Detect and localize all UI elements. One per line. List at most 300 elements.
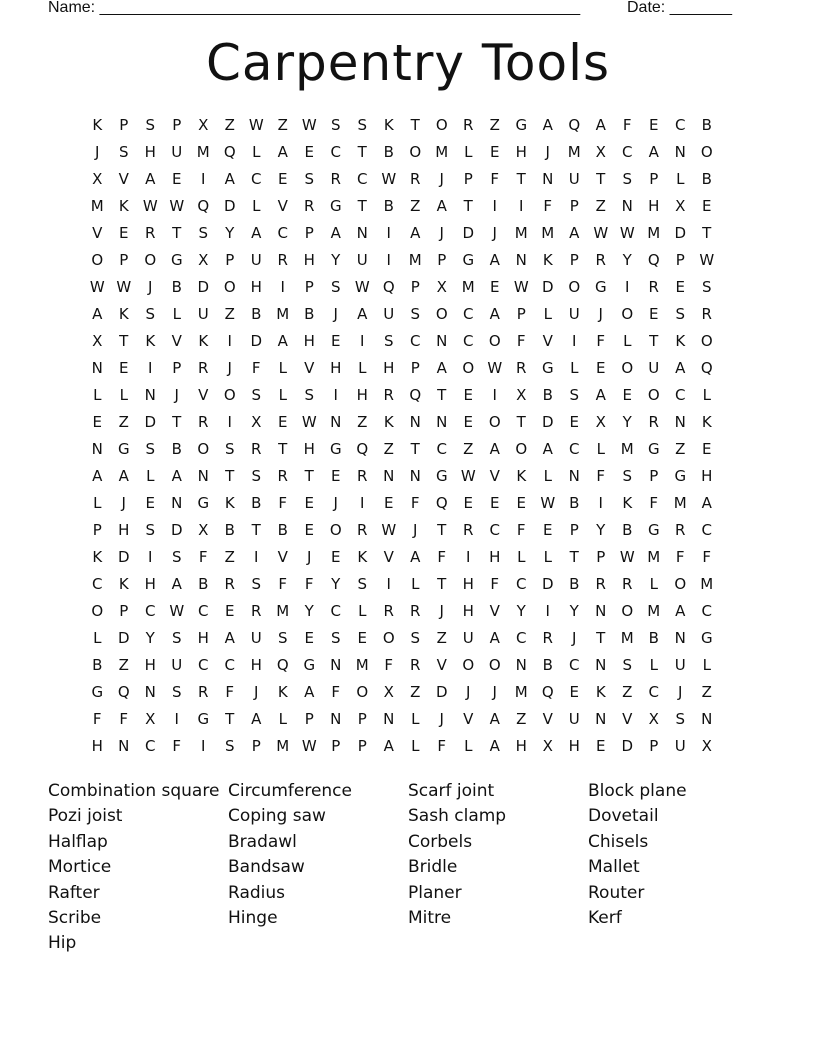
grid-letter: C: [516, 575, 527, 593]
grid-letter: Z: [463, 440, 474, 458]
grid-letter: U: [462, 629, 474, 647]
grid-letter: P: [304, 710, 314, 728]
grid-letter: W: [248, 116, 264, 134]
grid-letter: J: [333, 494, 338, 512]
grid-letter: Q: [197, 197, 210, 215]
grid-letter: J: [598, 305, 603, 323]
grid-letter: E: [649, 305, 659, 323]
grid-letter: H: [648, 197, 660, 215]
grid-letter: F: [278, 575, 288, 593]
grid-letter: G: [462, 251, 475, 269]
grid-letter: J: [148, 278, 153, 296]
grid-letter: X: [595, 143, 606, 161]
grid-letter: C: [463, 305, 474, 323]
grid-letter: S: [251, 467, 262, 485]
grid-letter: W: [301, 737, 317, 755]
grid-letter: W: [540, 494, 556, 512]
grid-letter: E: [304, 143, 314, 161]
grid-letter: S: [145, 521, 156, 539]
grid-letter: Q: [223, 143, 236, 161]
grid-letter: E: [490, 494, 500, 512]
grid-letter: M: [276, 602, 290, 620]
grid-letter: Z: [118, 413, 129, 431]
grid-letter: Z: [383, 440, 394, 458]
grid-letter: L: [649, 656, 658, 674]
grid-letter: F: [384, 656, 394, 674]
grid-letter: Z: [224, 116, 235, 134]
grid-letter: O: [356, 683, 369, 701]
grid-letter: Y: [145, 629, 155, 647]
grid-letter: V: [118, 170, 129, 188]
grid-letter: P: [331, 737, 341, 755]
grid-letter: K: [277, 683, 288, 701]
grid-letter: N: [515, 656, 527, 674]
grid-letter: X: [675, 197, 686, 215]
grid-letter: P: [437, 251, 447, 269]
grid-letter: R: [648, 413, 659, 431]
grid-letter: R: [410, 170, 421, 188]
grid-letter: X: [595, 413, 606, 431]
grid-letter: K: [145, 332, 156, 350]
grid-letter: S: [569, 386, 580, 404]
grid-letter: G: [647, 440, 660, 458]
grid-letter: H: [91, 737, 103, 755]
grid-letter: J: [174, 386, 179, 404]
grid-letter: V: [489, 602, 500, 620]
grid-letter: A: [118, 467, 129, 485]
grid-letter: V: [171, 332, 182, 350]
grid-letter: F: [702, 548, 712, 566]
grid-letter: L: [702, 386, 711, 404]
grid-letter: M: [355, 656, 369, 674]
grid-letter: B: [251, 305, 262, 323]
grid-letter: M: [276, 737, 290, 755]
grid-letter: H: [330, 359, 342, 377]
grid-letter: V: [463, 710, 474, 728]
word-list-item: Sash clamp: [408, 806, 507, 827]
grid-letter: C: [436, 440, 447, 458]
grid-letter: J: [413, 521, 418, 539]
word-list-item: Planer: [408, 882, 462, 903]
grid-letter: J: [492, 224, 497, 242]
grid-letter: I: [492, 386, 497, 404]
grid-letter: C: [675, 386, 686, 404]
grid-letter: A: [648, 143, 659, 161]
grid-letter: M: [461, 278, 475, 296]
grid-letter: S: [145, 305, 156, 323]
grid-letter: A: [251, 224, 262, 242]
grid-letter: U: [250, 251, 262, 269]
grid-letter: S: [675, 710, 686, 728]
grid-letter: G: [700, 629, 713, 647]
grid-letter: I: [545, 602, 550, 620]
grid-letter: Z: [701, 683, 712, 701]
grid-letter: L: [93, 629, 102, 647]
grid-letter: C: [92, 575, 103, 593]
grid-letter: R: [198, 359, 209, 377]
grid-letter: I: [386, 224, 391, 242]
grid-letter: X: [701, 737, 712, 755]
grid-letter: C: [701, 602, 712, 620]
grid-letter: N: [674, 629, 686, 647]
grid-letter: A: [489, 251, 500, 269]
word-list-item: Scarf joint: [408, 781, 495, 801]
grid-letter: A: [489, 710, 500, 728]
grid-letter: E: [516, 494, 526, 512]
grid-letter: N: [330, 710, 342, 728]
grid-letter: O: [91, 602, 104, 620]
grid-letter: J: [572, 629, 577, 647]
grid-letter: T: [463, 197, 473, 215]
grid-letter: S: [198, 224, 209, 242]
grid-letter: F: [278, 494, 288, 512]
grid-letter: P: [569, 521, 579, 539]
grid-letter: B: [251, 494, 262, 512]
grid-letter: U: [568, 710, 580, 728]
grid-letter: L: [252, 197, 261, 215]
page-title: Carpentry Tools: [205, 34, 611, 92]
grid-letter: W: [301, 413, 317, 431]
grid-letter: F: [172, 737, 182, 755]
grid-letter: T: [437, 521, 447, 539]
grid-letter: H: [303, 332, 315, 350]
grid-letter: C: [622, 143, 633, 161]
grid-letter: M: [620, 440, 634, 458]
grid-letter: R: [542, 629, 553, 647]
word-list-item: Kerf: [588, 907, 622, 928]
grid-letter: V: [542, 332, 553, 350]
grid-letter: F: [225, 683, 235, 701]
grid-letter: V: [92, 224, 103, 242]
grid-letter: B: [224, 521, 235, 539]
grid-letter: J: [254, 683, 259, 701]
grid-letter: L: [464, 737, 473, 755]
grid-letter: N: [91, 440, 103, 458]
grid-letter: X: [516, 386, 527, 404]
grid-letter: G: [170, 251, 183, 269]
word-list-item: Corbels: [408, 831, 473, 852]
grid-letter: E: [278, 413, 288, 431]
name-field-label: Name: ______________________________________________________: [48, 0, 581, 16]
grid-letter: D: [117, 548, 130, 566]
grid-letter: B: [569, 494, 580, 512]
grid-letter: K: [118, 197, 129, 215]
grid-letter: C: [648, 683, 659, 701]
grid-letter: L: [543, 305, 552, 323]
grid-letter: S: [410, 305, 421, 323]
grid-letter: N: [515, 251, 527, 269]
grid-letter: H: [118, 521, 130, 539]
grid-letter: H: [250, 656, 262, 674]
grid-letter: K: [383, 116, 394, 134]
grid-letter: J: [439, 602, 444, 620]
grid-letter: C: [569, 656, 580, 674]
grid-letter: O: [91, 251, 104, 269]
grid-letter: W: [593, 224, 609, 242]
word-list-item: Pozi joist: [48, 806, 123, 827]
grid-letter: F: [675, 548, 685, 566]
grid-letter: G: [329, 440, 342, 458]
grid-letter: W: [619, 548, 635, 566]
grid-letter: H: [515, 143, 527, 161]
grid-letter: B: [304, 305, 315, 323]
grid-letter: E: [463, 386, 473, 404]
grid-letter: T: [596, 170, 606, 188]
grid-letter: B: [92, 656, 103, 674]
grid-letter: O: [197, 440, 210, 458]
grid-letter: U: [648, 359, 660, 377]
grid-letter: P: [304, 224, 314, 242]
grid-letter: T: [251, 521, 261, 539]
grid-letter: W: [169, 602, 185, 620]
grid-letter: S: [330, 629, 341, 647]
grid-letter: Y: [225, 224, 235, 242]
grid-letter: C: [357, 170, 368, 188]
grid-letter: P: [569, 251, 579, 269]
grid-letter: J: [121, 494, 126, 512]
grid-letter: T: [569, 548, 579, 566]
grid-letter: R: [701, 305, 712, 323]
grid-letter: T: [357, 197, 367, 215]
grid-letter: E: [357, 629, 367, 647]
grid-letter: A: [489, 440, 500, 458]
grid-letter: M: [647, 548, 661, 566]
grid-letter: H: [144, 656, 156, 674]
grid-letter: W: [142, 197, 158, 215]
grid-letter: O: [435, 116, 448, 134]
grid-letter: P: [649, 737, 659, 755]
grid-letter: C: [251, 170, 262, 188]
grid-letter: C: [569, 440, 580, 458]
grid-letter: E: [119, 359, 129, 377]
grid-letter: R: [304, 197, 315, 215]
grid-letter: C: [463, 332, 474, 350]
grid-letter: N: [144, 386, 156, 404]
grid-letter: F: [490, 170, 500, 188]
grid-letter: G: [91, 683, 104, 701]
grid-letter: W: [354, 278, 370, 296]
grid-letter: Z: [516, 710, 527, 728]
header: [0, 0, 816, 20]
grid-letter: J: [227, 359, 232, 377]
grid-letter: O: [674, 575, 687, 593]
word-list-item: Chisels: [588, 831, 649, 852]
grid-letter: D: [117, 629, 130, 647]
word-list-item: Bandsaw: [228, 857, 305, 878]
grid-letter: G: [117, 440, 130, 458]
grid-letter: O: [515, 440, 528, 458]
grid-letter: V: [277, 197, 288, 215]
grid-letter: L: [596, 440, 605, 458]
grid-letter: K: [92, 548, 103, 566]
grid-letter: W: [301, 116, 317, 134]
grid-letter: W: [89, 278, 105, 296]
grid-letter: V: [383, 548, 394, 566]
grid-letter: K: [542, 251, 553, 269]
grid-letter: L: [623, 332, 632, 350]
grid-letter: O: [647, 386, 660, 404]
grid-letter: C: [198, 602, 209, 620]
grid-letter: E: [331, 548, 341, 566]
grid-letter: H: [250, 278, 262, 296]
grid-letter: L: [93, 386, 102, 404]
grid-letter: A: [701, 494, 712, 512]
word-list-item: Block plane: [588, 781, 687, 801]
grid-letter: A: [542, 440, 553, 458]
grid-letter: Z: [675, 440, 686, 458]
grid-letter: K: [118, 575, 129, 593]
grid-letter: A: [675, 602, 686, 620]
grid-letter: F: [490, 575, 500, 593]
grid-letter: E: [702, 440, 712, 458]
grid-letter: I: [280, 278, 285, 296]
word-list-item: Coping saw: [228, 806, 326, 827]
grid-letter: Z: [277, 116, 288, 134]
grid-letter: A: [595, 116, 606, 134]
grid-letter: A: [436, 359, 447, 377]
grid-letter: E: [304, 494, 314, 512]
grid-letter: W: [169, 197, 185, 215]
grid-letter: T: [357, 143, 367, 161]
grid-letter: W: [699, 251, 715, 269]
grid-letter: K: [516, 467, 527, 485]
grid-letter: L: [464, 143, 473, 161]
grid-letter: U: [383, 305, 395, 323]
grid-letter: E: [463, 494, 473, 512]
grid-letter: Q: [356, 440, 369, 458]
grid-letter: S: [118, 143, 129, 161]
grid-letter: I: [254, 548, 259, 566]
grid-letter: S: [145, 116, 156, 134]
grid-letter: X: [145, 710, 156, 728]
grid-letter: A: [436, 197, 447, 215]
grid-letter: P: [357, 710, 367, 728]
grid-letter: R: [357, 467, 368, 485]
grid-letter: I: [598, 494, 603, 512]
grid-letter: N: [197, 467, 209, 485]
grid-letter: O: [382, 629, 395, 647]
grid-letter: J: [439, 224, 444, 242]
grid-letter: A: [542, 116, 553, 134]
grid-letter: S: [357, 575, 368, 593]
grid-letter: B: [622, 521, 633, 539]
grid-letter: S: [304, 386, 315, 404]
grid-letter: H: [356, 386, 368, 404]
grid-letter: A: [489, 737, 500, 755]
grid-letter: C: [489, 521, 500, 539]
grid-letter: I: [227, 413, 232, 431]
grid-letter: N: [542, 170, 554, 188]
grid-letter: A: [410, 224, 421, 242]
grid-letter: B: [569, 575, 580, 593]
grid-letter: S: [251, 386, 262, 404]
grid-letter: R: [463, 521, 474, 539]
grid-letter: F: [543, 197, 553, 215]
grid-letter: C: [145, 737, 156, 755]
grid-letter: A: [675, 359, 686, 377]
grid-letter: Z: [622, 683, 633, 701]
grid-letter: J: [439, 170, 444, 188]
grid-letter: I: [360, 494, 365, 512]
grid-letter: R: [251, 602, 262, 620]
grid-letter: U: [674, 737, 686, 755]
grid-letter: K: [224, 494, 235, 512]
grid-letter: W: [619, 224, 635, 242]
grid-letter: T: [172, 413, 182, 431]
grid-letter: F: [516, 521, 526, 539]
grid-letter: Z: [595, 197, 606, 215]
grid-letter: E: [649, 116, 659, 134]
grid-letter: D: [144, 413, 157, 431]
grid-letter: B: [171, 278, 182, 296]
grid-letter: X: [648, 710, 659, 728]
grid-letter: C: [516, 629, 527, 647]
grid-letter: U: [250, 629, 262, 647]
grid-letter: Z: [357, 413, 368, 431]
grid-letter: N: [701, 710, 713, 728]
grid-letter: B: [383, 197, 394, 215]
grid-letter: M: [276, 305, 290, 323]
grid-letter: R: [383, 386, 394, 404]
grid-letter: E: [622, 386, 632, 404]
grid-letter: M: [514, 683, 528, 701]
grid-letter: X: [198, 116, 209, 134]
grid-letter: O: [435, 305, 448, 323]
grid-letter: R: [330, 170, 341, 188]
grid-letter: S: [410, 629, 421, 647]
grid-letter: R: [383, 602, 394, 620]
grid-letter: D: [170, 521, 183, 539]
grid-letter: I: [201, 737, 206, 755]
grid-letter: D: [223, 197, 236, 215]
grid-letter: E: [145, 494, 155, 512]
grid-letter: R: [277, 467, 288, 485]
grid-letter: U: [197, 305, 209, 323]
grid-letter: E: [543, 521, 553, 539]
grid-letter: A: [489, 305, 500, 323]
grid-letter: I: [333, 386, 338, 404]
grid-letter: G: [303, 656, 316, 674]
grid-letter: K: [118, 305, 129, 323]
grid-letter: Y: [596, 521, 606, 539]
grid-letter: M: [647, 224, 661, 242]
grid-letter: T: [702, 224, 712, 242]
grid-letter: H: [462, 602, 474, 620]
grid-letter: C: [330, 602, 341, 620]
grid-letter: L: [278, 710, 287, 728]
grid-letter: E: [596, 737, 606, 755]
grid-letter: L: [278, 386, 287, 404]
grid-letter: L: [517, 548, 526, 566]
grid-letter: M: [700, 575, 714, 593]
grid-letter: H: [701, 467, 713, 485]
grid-letter: O: [621, 602, 634, 620]
grid-letter: X: [436, 278, 447, 296]
grid-letter: R: [251, 440, 262, 458]
grid-letter: Y: [569, 602, 579, 620]
grid-letter: M: [620, 629, 634, 647]
grid-letter: X: [542, 737, 553, 755]
grid-letter: D: [621, 737, 634, 755]
grid-letter: F: [622, 116, 632, 134]
grid-letter: V: [198, 386, 209, 404]
grid-letter: S: [171, 683, 182, 701]
grid-letter: L: [252, 143, 261, 161]
grid-letter: E: [490, 278, 500, 296]
grid-letter: N: [91, 359, 103, 377]
grid-letter: L: [93, 494, 102, 512]
grid-letter: U: [356, 251, 368, 269]
